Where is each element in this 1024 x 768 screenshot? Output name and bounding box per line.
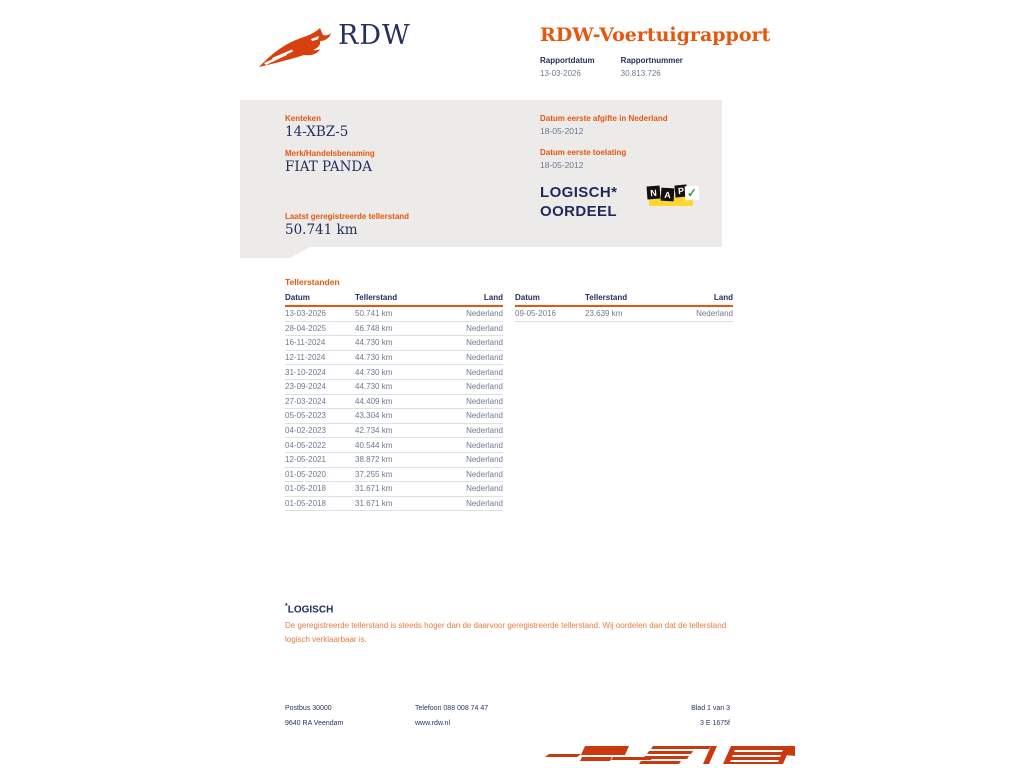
oordeel-line1: LOGISCH* bbox=[540, 184, 618, 201]
row-datum: 16-11-2024 bbox=[285, 338, 326, 348]
row-datum: 04-02-2023 bbox=[285, 426, 326, 436]
row-tellerstand: 42.734 km bbox=[355, 426, 393, 436]
row-datum: 31-10-2024 bbox=[285, 367, 326, 377]
footer-form-code: 3 E 1675f bbox=[700, 720, 730, 727]
table-row bbox=[285, 307, 503, 322]
tellerstanden-section bbox=[285, 277, 733, 511]
row-datum: 09-05-2016 bbox=[515, 309, 556, 319]
rdw-wordmark: RDW bbox=[338, 20, 411, 51]
table-row bbox=[285, 453, 503, 468]
table-row bbox=[515, 307, 733, 322]
table-row bbox=[285, 322, 503, 337]
kenteken-label: Kenteken bbox=[285, 114, 322, 123]
table-header bbox=[285, 293, 503, 307]
tellerstanden-table-right bbox=[515, 293, 733, 322]
tellerstand-value: 50.741 km bbox=[285, 222, 358, 238]
row-tellerstand: 44.730 km bbox=[355, 338, 393, 348]
row-tellerstand: 23.639 km bbox=[585, 309, 623, 319]
row-land: Nederland bbox=[696, 309, 733, 319]
row-tellerstand: 31.671 km bbox=[355, 484, 393, 494]
tellerstand-label: Laatst geregistreerde tellerstand bbox=[285, 212, 410, 221]
report-meta bbox=[540, 56, 683, 78]
afgifte-value: 18-05-2012 bbox=[540, 126, 584, 136]
report-number-label: Rapportnummer bbox=[620, 56, 683, 65]
table-row bbox=[285, 468, 503, 483]
nap-logo-icon bbox=[647, 184, 699, 210]
table-row bbox=[285, 424, 503, 439]
row-tellerstand: 46.748 km bbox=[355, 323, 393, 333]
table-row bbox=[285, 395, 503, 410]
footnote-marker: * bbox=[285, 603, 288, 610]
col-tellerstand: Tellerstand bbox=[355, 293, 398, 302]
row-datum: 13-03-2026 bbox=[285, 309, 326, 319]
row-land: Nederland bbox=[466, 396, 503, 406]
tellerstanden-heading: Tellerstanden bbox=[285, 277, 340, 287]
row-land: Nederland bbox=[466, 323, 503, 333]
nap-letter-n: N bbox=[647, 186, 661, 200]
report-date-value: 13-03-2026 bbox=[540, 69, 581, 78]
nap-letter-a: A bbox=[661, 188, 675, 202]
kenteken-value: 14-XBZ-5 bbox=[285, 124, 349, 140]
row-tellerstand: 43.304 km bbox=[355, 411, 393, 421]
report-date-label: Rapportdatum bbox=[540, 56, 595, 65]
row-land: Nederland bbox=[466, 426, 503, 436]
row-datum: 01-05-2020 bbox=[285, 469, 326, 479]
row-datum: 23-09-2024 bbox=[285, 382, 326, 392]
row-datum: 12-05-2021 bbox=[285, 455, 326, 465]
row-datum: 04-05-2022 bbox=[285, 440, 326, 450]
table-header bbox=[515, 293, 733, 307]
col-land: Land bbox=[483, 293, 503, 302]
footer-address bbox=[285, 701, 343, 731]
row-datum: 05-05-2023 bbox=[285, 411, 326, 421]
logisch-footnote bbox=[285, 603, 745, 647]
col-land: Land bbox=[713, 293, 733, 302]
row-tellerstand: 31.671 km bbox=[355, 499, 393, 509]
table-row bbox=[285, 380, 503, 395]
footer-contact bbox=[415, 701, 488, 731]
footer-website: www.rdw.nl bbox=[415, 720, 451, 727]
footnote-title-text: LOGISCH bbox=[287, 604, 334, 616]
row-land: Nederland bbox=[466, 455, 503, 465]
table-row bbox=[285, 409, 503, 424]
rdw-wing-graphic-icon bbox=[545, 744, 795, 768]
row-land: Nederland bbox=[466, 338, 503, 348]
merk-value: FIAT PANDA bbox=[285, 159, 372, 175]
row-datum: 28-04-2025 bbox=[285, 323, 326, 333]
row-tellerstand: 38.872 km bbox=[355, 455, 393, 465]
toelating-label: Datum eerste toelating bbox=[540, 148, 627, 157]
row-tellerstand: 37.255 km bbox=[355, 469, 393, 479]
row-tellerstand: 44.730 km bbox=[355, 382, 393, 392]
row-datum: 12-11-2024 bbox=[285, 353, 326, 363]
row-land: Nederland bbox=[466, 469, 503, 479]
table-row bbox=[285, 497, 503, 512]
footer-phone: Telefoon 088 008 74 47 bbox=[415, 705, 489, 712]
footer-page-number: Blad 1 van 3 bbox=[691, 705, 730, 712]
table-row bbox=[285, 351, 503, 366]
row-land: Nederland bbox=[466, 411, 503, 421]
row-datum: 01-05-2018 bbox=[285, 499, 326, 509]
footer-city: 9640 RA Veendam bbox=[285, 720, 344, 727]
tellerstanden-table-left bbox=[285, 293, 503, 511]
col-tellerstand: Tellerstand bbox=[585, 293, 628, 302]
row-land: Nederland bbox=[466, 440, 503, 450]
vehicle-summary-box bbox=[240, 100, 722, 247]
row-land: Nederland bbox=[466, 499, 503, 509]
report-date bbox=[540, 56, 595, 78]
oordeel-verdict bbox=[540, 183, 617, 221]
row-tellerstand: 40.544 km bbox=[355, 440, 393, 450]
rdw-bird-logo-icon bbox=[256, 26, 332, 74]
row-land: Nederland bbox=[466, 382, 503, 392]
col-datum: Datum bbox=[515, 293, 540, 302]
row-tellerstand: 44.730 km bbox=[355, 353, 393, 363]
afgifte-label: Datum eerste afgifte in Nederland bbox=[540, 114, 668, 123]
table-row bbox=[285, 336, 503, 351]
footnote-text: De geregistreerde tellerstand is steeds hoger dan de daarvoor geregistreerde tellerstand. Wij oordelen dan dat de tellerstand logisch verklaarbaar is. bbox=[285, 621, 727, 645]
merk-label: Merk/Handelsbenaming bbox=[285, 149, 375, 158]
row-tellerstand: 44.409 km bbox=[355, 396, 393, 406]
row-land: Nederland bbox=[466, 367, 503, 377]
nap-check-icon: ✓ bbox=[686, 185, 698, 201]
row-datum: 27-03-2024 bbox=[285, 396, 326, 406]
row-datum: 01-05-2018 bbox=[285, 484, 326, 494]
nap-letter-p: P bbox=[674, 184, 687, 197]
row-land: Nederland bbox=[466, 353, 503, 363]
table-row bbox=[285, 365, 503, 380]
row-tellerstand: 44.730 km bbox=[355, 367, 393, 377]
table-row bbox=[285, 438, 503, 453]
row-land: Nederland bbox=[466, 484, 503, 494]
report-number bbox=[621, 56, 683, 78]
toelating-value: 18-05-2012 bbox=[540, 160, 584, 170]
row-tellerstand: 50.741 km bbox=[355, 309, 393, 319]
row-land: Nederland bbox=[466, 309, 503, 319]
oordeel-line2: OORDEEL bbox=[540, 203, 617, 220]
table-row bbox=[285, 482, 503, 497]
col-datum: Datum bbox=[285, 293, 310, 302]
report-number-value: 30.813.726 bbox=[620, 69, 661, 78]
footer-page-info bbox=[640, 701, 730, 731]
footnote-title bbox=[285, 603, 745, 615]
report-title: RDW-Voertuigrapport bbox=[540, 24, 771, 46]
footer-postbus: Postbus 30000 bbox=[285, 705, 332, 712]
